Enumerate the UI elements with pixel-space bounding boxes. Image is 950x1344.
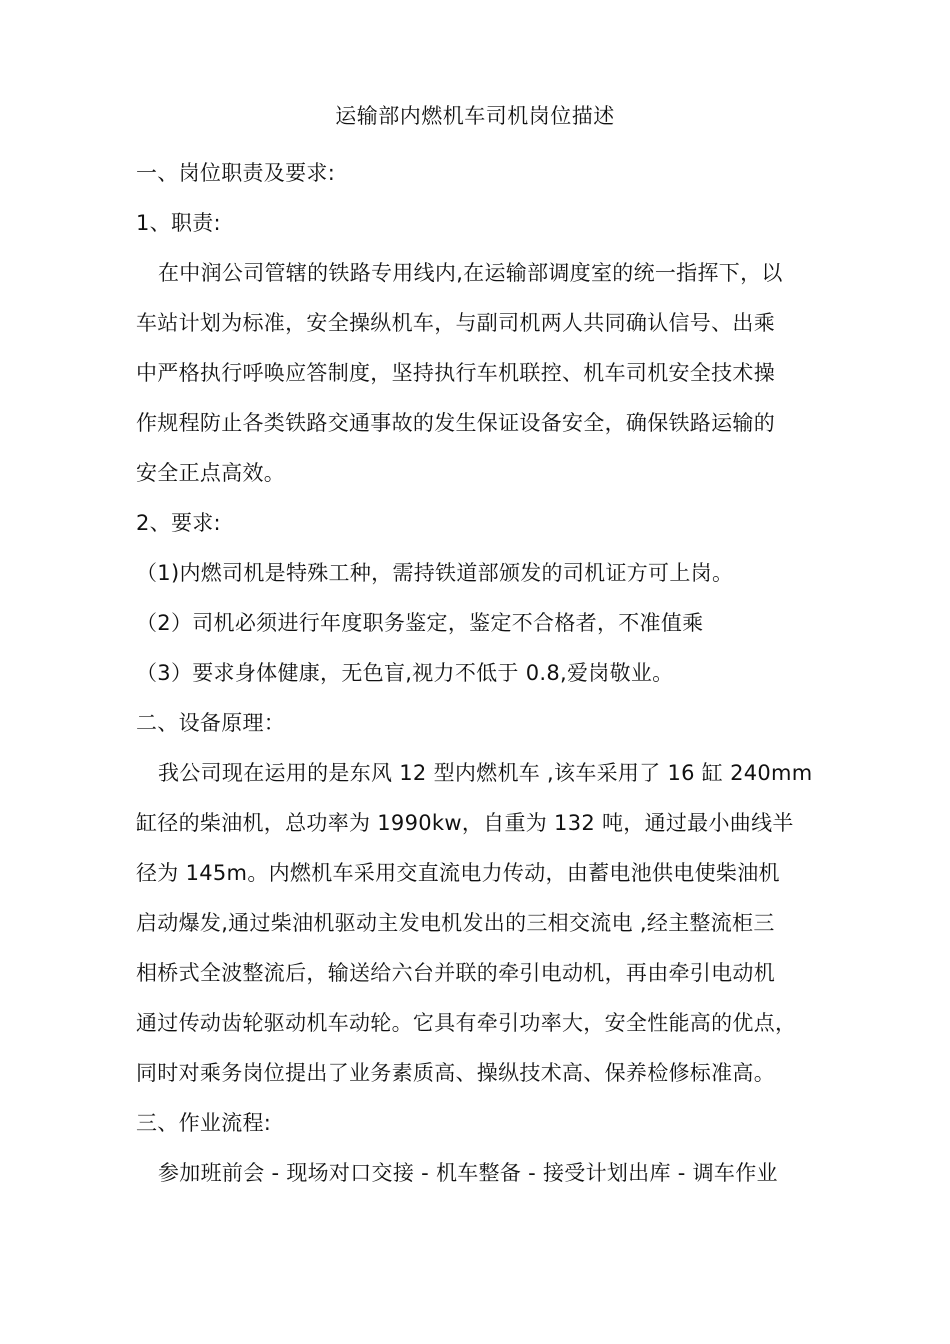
paragraph-line: 同时对乘务岗位提出了业务素质高、操纵技术高、保养检修标准高。 [136,1061,775,1085]
requirement-item: （2）司机必须进行年度职务鉴定，鉴定不合格者，不准值乘 [136,611,704,635]
paragraph-line: 车站计划为标准，安全操纵机车，与副司机两人共同确认信号、出乘 [136,311,775,335]
subheading-requirements: 2、要求: [136,511,221,535]
requirement-item: （1)内燃司机是特殊工种，需持铁道部颁发的司机证方可上岗。 [136,561,734,585]
section-heading-equipment-principle: 二、设备原理： [136,711,286,735]
paragraph-line: 径为 145m。内燃机车采用交直流电力传动，由蓄电池供电使柴油机 [136,861,780,885]
paragraph-line: 缸径的柴油机，总功率为 1990kw，自重为 132 吨，通过最小曲线半 [136,811,794,835]
paragraph-line: 在中润公司管辖的铁路专用线内,在运输部调度室的统一指挥下，以 [158,261,783,285]
paragraph-line: 安全正点高效。 [136,461,286,485]
paragraph-line: 中严格执行呼唤应答制度，坚持执行车机联控、机车司机安全技术操 [136,361,775,385]
document-title: 运输部内燃机车司机岗位描述 [335,104,615,128]
workflow-line: 参加班前会 - 现场对口交接 - 机车整备 - 接受计划出库 - 调车作业 [158,1161,778,1185]
paragraph-line: 作规程防止各类铁路交通事故的发生保证设备安全，确保铁路运输的 [136,411,775,435]
paragraph-line: 相桥式全波整流后，输送给六台并联的牵引电动机，再由牵引电动机 [136,961,775,985]
paragraph-line: 我公司现在运用的是东风 12 型内燃机车 ,该车采用了 16 缸 240mm [158,761,813,785]
subheading-duties: 1、职责: [136,211,221,235]
paragraph-line: 启动爆发,通过柴油机驱动主发电机发出的三相交流电 ,经主整流柜三 [136,911,775,935]
requirement-item: （3）要求身体健康，无色盲,视力不低于 0.8,爱岗敬业。 [136,661,674,685]
section-heading-duties-requirements: 一、岗位职责及要求: [136,161,336,185]
paragraph-line: 通过传动齿轮驱动机车动轮。它具有牵引功率大，安全性能高的优点， [136,1011,797,1035]
document-body [136,148,826,1198]
section-heading-workflow: 三、作业流程: [136,1111,272,1135]
